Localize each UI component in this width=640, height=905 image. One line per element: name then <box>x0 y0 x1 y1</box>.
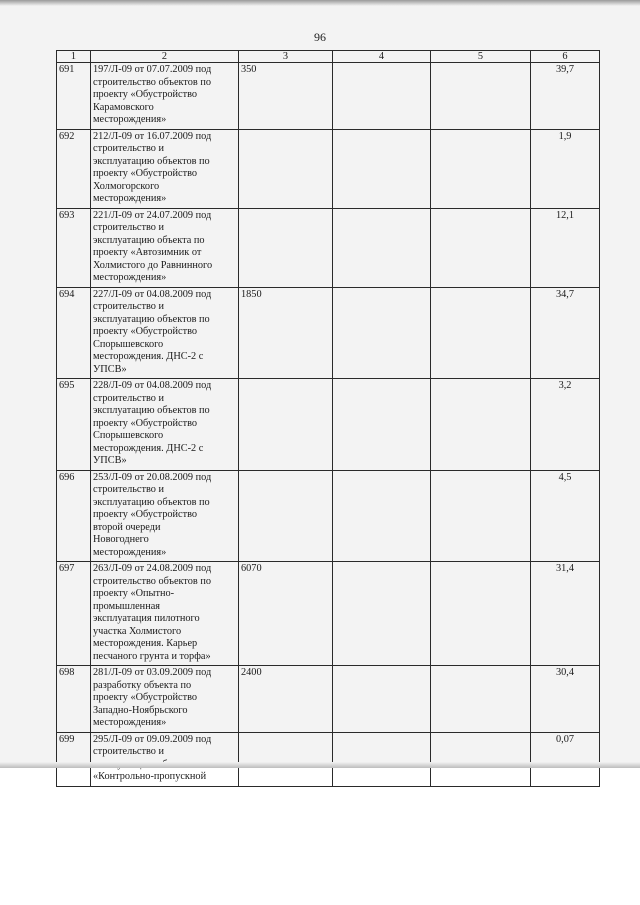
row-number <box>57 562 91 666</box>
row-column-4 <box>333 287 431 379</box>
row-column-3 <box>239 63 333 130</box>
row-number-text: 697 <box>59 563 75 574</box>
row-number-text: 691 <box>59 64 75 75</box>
row-column-3-text: 350 <box>241 64 257 75</box>
row-column-5 <box>431 470 531 562</box>
row-column-3-text: 2400 <box>241 667 262 678</box>
header-row <box>57 51 600 63</box>
row-description-text: 228/Л-09 от 04.08.2009 под строительство и эксплуатацию объектов по проекту «Обустройство Спорышевского месторождения. ДНС-2 с УПСВ» <box>93 380 212 466</box>
row-description-text: 281/Л-09 от 03.09.2009 под разработку объекта по проекту «Обустройство Западно-Ноябрьского месторождения» <box>93 667 212 728</box>
row-column-6 <box>531 732 600 786</box>
row-column-6 <box>531 208 600 287</box>
row-column-6-text: 3,2 <box>558 380 572 391</box>
row-column-3 <box>239 129 333 208</box>
row-column-6-text: 12,1 <box>555 209 575 221</box>
row-column-5 <box>431 666 531 733</box>
row-column-5 <box>431 208 531 287</box>
row-column-5 <box>431 562 531 666</box>
row-column-6 <box>531 379 600 471</box>
table-row <box>57 287 600 379</box>
row-column-3-text: 6070 <box>241 563 262 574</box>
row-description <box>91 129 239 208</box>
row-column-4 <box>333 470 431 562</box>
row-description-text: 227/Л-09 от 04.08.2009 под строительство и эксплуатацию объектов по проекту «Обустройство Спорышевского месторождения. ДНС-2 с УПСВ» <box>93 288 212 375</box>
row-column-6-text: 31,4 <box>555 563 575 574</box>
register-table <box>56 50 600 787</box>
row-column-3-text: 1850 <box>241 288 262 300</box>
row-number-text: 692 <box>59 130 75 142</box>
table-row <box>57 470 600 562</box>
row-description-text: 212/Л-09 от 16.07.2009 под строительство и эксплуатацию объектов по проекту «Обустройство Холмогорского месторождения» <box>93 130 212 204</box>
row-column-6 <box>531 562 600 666</box>
row-description <box>91 666 239 733</box>
row-column-3 <box>239 287 333 379</box>
row-column-4 <box>333 562 431 666</box>
table-row <box>57 562 600 666</box>
row-description-text: 221/Л-09 от 24.07.2009 под строительство и эксплуатацию объекта по проекту «Автозимник от Холмистого до Равнинного месторождения» <box>93 209 213 283</box>
row-column-6-text: 4,5 <box>558 471 572 483</box>
row-column-4 <box>333 63 431 130</box>
row-description <box>91 63 239 130</box>
row-column-6-text: 30,4 <box>555 667 575 678</box>
row-number <box>57 470 91 562</box>
row-number-text: 695 <box>59 380 75 391</box>
row-number <box>57 208 91 287</box>
row-column-3 <box>239 208 333 287</box>
row-description <box>91 562 239 666</box>
row-column-3 <box>239 666 333 733</box>
table-row <box>57 732 600 786</box>
row-column-4 <box>333 129 431 208</box>
row-description <box>91 208 239 287</box>
row-column-3 <box>239 379 333 471</box>
row-column-5 <box>431 379 531 471</box>
row-column-4 <box>333 208 431 287</box>
row-description-text: 253/Л-09 от 20.08.2009 под строительство и эксплуатацию объектов по проекту «Обустройство второй очереди Новогоднего месторождения» <box>93 471 212 558</box>
row-number <box>57 129 91 208</box>
row-column-5 <box>431 129 531 208</box>
row-column-6 <box>531 287 600 379</box>
row-number-text: 699 <box>59 733 75 745</box>
column-header: 6 <box>531 51 600 63</box>
table-row <box>57 129 600 208</box>
scan-edge-bottom <box>0 762 640 768</box>
row-column-6-text: 39,7 <box>555 64 575 75</box>
row-column-6-text: 34,7 <box>555 288 575 300</box>
row-number-text: 694 <box>59 288 75 300</box>
row-number <box>57 379 91 471</box>
row-number <box>57 287 91 379</box>
row-column-6 <box>531 63 600 130</box>
row-column-4 <box>333 732 431 786</box>
row-column-4 <box>333 666 431 733</box>
row-column-5 <box>431 287 531 379</box>
column-header: 4 <box>333 51 431 63</box>
row-description <box>91 287 239 379</box>
row-description <box>91 732 239 786</box>
row-description <box>91 379 239 471</box>
row-column-6 <box>531 129 600 208</box>
row-number-text: 696 <box>59 471 75 483</box>
row-column-3 <box>239 470 333 562</box>
row-column-6 <box>531 666 600 733</box>
row-column-3 <box>239 732 333 786</box>
row-column-6 <box>531 470 600 562</box>
column-header: 3 <box>239 51 333 63</box>
row-column-6-text: 1,9 <box>558 130 572 142</box>
row-number-text: 693 <box>59 209 75 221</box>
scan-edge-top <box>0 0 640 6</box>
row-column-5 <box>431 63 531 130</box>
row-description-text: 295/Л-09 от 09.09.2009 под строительство и «Контрольно-пропускной <box>93 733 212 782</box>
row-column-6-text: 0,07 <box>555 733 575 745</box>
column-header: 2 <box>91 51 239 63</box>
row-number <box>57 732 91 786</box>
row-number-text: 698 <box>59 667 75 678</box>
column-header: 5 <box>431 51 531 63</box>
page-number: 96 <box>314 30 326 44</box>
row-column-5 <box>431 732 531 786</box>
table-row <box>57 63 600 130</box>
row-description-text: 263/Л-09 от 24.08.2009 под строительство объектов по проекту «Опытно- промышленная эксплуатация пилотного участка Холмистого месторождения. Карьер песчаного грунта и торфа» <box>93 563 212 662</box>
row-description-text: 197/Л-09 от 07.07.2009 под строительство объектов по проекту «Обустройство Карамовского месторождения» <box>93 64 212 125</box>
row-description <box>91 470 239 562</box>
table-row <box>57 666 600 733</box>
row-number <box>57 666 91 733</box>
row-number <box>57 63 91 130</box>
row-column-3 <box>239 562 333 666</box>
column-header: 1 <box>57 51 91 63</box>
table-row <box>57 379 600 471</box>
row-column-4 <box>333 379 431 471</box>
table-row <box>57 208 600 287</box>
